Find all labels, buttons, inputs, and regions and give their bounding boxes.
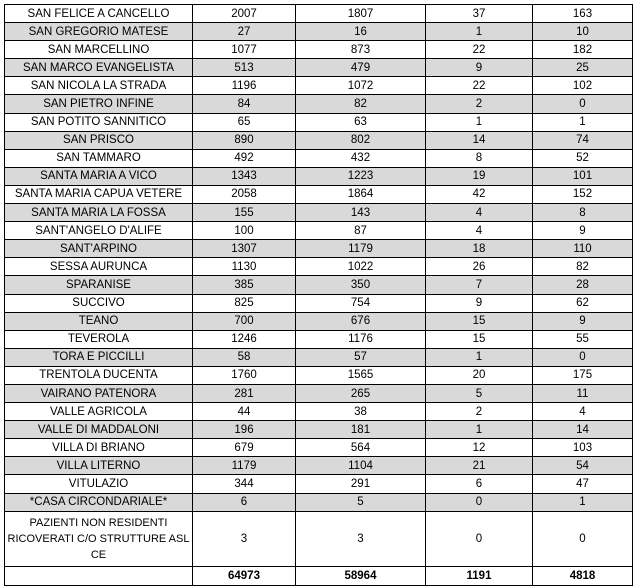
municipality-cell: SAN PRISCO: [5, 131, 193, 149]
value-cell-2: 87: [296, 222, 426, 240]
value-cell-4: 9: [533, 312, 633, 330]
value-cell-2: 754: [296, 294, 426, 312]
table-row: [5, 131, 633, 149]
table-row: [5, 276, 633, 294]
value-cell-4: 101: [533, 167, 633, 185]
table-body: [5, 5, 633, 586]
value-cell-1: 44: [193, 403, 296, 421]
value-cell-3: 1: [426, 113, 533, 131]
value-cell-1: 1307: [193, 240, 296, 258]
municipality-cell: SAN FELICE A CANCELLO: [5, 5, 193, 23]
value-cell-3: 1: [426, 421, 533, 439]
value-cell-3: 26: [426, 258, 533, 276]
value-cell-4: 11: [533, 384, 633, 402]
table-row: [5, 240, 633, 258]
value-cell-2: 564: [296, 439, 426, 457]
table-row: [5, 5, 633, 23]
municipality-cell: SANTA MARIA A VICO: [5, 167, 193, 185]
value-cell-3: 19: [426, 167, 533, 185]
value-cell-3: 2: [426, 403, 533, 421]
value-cell-4: 4: [533, 403, 633, 421]
value-cell-1: 513: [193, 59, 296, 77]
municipality-cell: SUCCIVO: [5, 294, 193, 312]
value-cell-3: 4: [426, 204, 533, 222]
table-row: [5, 403, 633, 421]
value-cell-4: 163: [533, 5, 633, 23]
municipality-cell: TEVEROLA: [5, 330, 193, 348]
value-cell-1: 281: [193, 384, 296, 402]
municipality-cell: VILLA DI BRIANO: [5, 439, 193, 457]
value-cell-3: 8: [426, 149, 533, 167]
value-cell-2: 1022: [296, 258, 426, 276]
value-cell-3: 9: [426, 294, 533, 312]
table-row: [5, 330, 633, 348]
value-cell-1: 58: [193, 348, 296, 366]
municipality-cell: SANTA MARIA LA FOSSA: [5, 204, 193, 222]
value-cell-1: 385: [193, 276, 296, 294]
value-cell-2: 82: [296, 95, 426, 113]
value-cell-2: 676: [296, 312, 426, 330]
value-cell-2: 350: [296, 276, 426, 294]
value-cell-3: 15: [426, 330, 533, 348]
value-cell-3: 12: [426, 439, 533, 457]
value-cell-1: 27: [193, 23, 296, 41]
municipality-cell: TRENTOLA DUCENTA: [5, 366, 193, 384]
value-cell-1: 890: [193, 131, 296, 149]
value-cell-4: 175: [533, 366, 633, 384]
value-cell-3: 18: [426, 240, 533, 258]
value-cell-2: 58964: [296, 566, 426, 585]
value-cell-2: 265: [296, 384, 426, 402]
value-cell-3: 0: [426, 511, 533, 566]
value-cell-4: 54: [533, 457, 633, 475]
value-cell-2: 479: [296, 59, 426, 77]
value-cell-1: 64973: [193, 566, 296, 585]
table-row: [5, 457, 633, 475]
table-row: [5, 312, 633, 330]
value-cell-1: 65: [193, 113, 296, 131]
value-cell-2: 16: [296, 23, 426, 41]
value-cell-3: 6: [426, 475, 533, 493]
value-cell-4: 0: [533, 348, 633, 366]
value-cell-1: 1343: [193, 167, 296, 185]
table-row: [5, 439, 633, 457]
value-cell-3: 42: [426, 185, 533, 203]
value-cell-3: 7: [426, 276, 533, 294]
value-cell-1: 196: [193, 421, 296, 439]
value-cell-4: 0: [533, 511, 633, 566]
table-row: [5, 204, 633, 222]
value-cell-1: 344: [193, 475, 296, 493]
municipality-cell: [5, 566, 193, 585]
value-cell-2: 1864: [296, 185, 426, 203]
table-row: [5, 95, 633, 113]
value-cell-2: 291: [296, 475, 426, 493]
value-cell-4: 55: [533, 330, 633, 348]
value-cell-4: 10: [533, 23, 633, 41]
municipality-data-table: [4, 4, 633, 586]
value-cell-2: 1176: [296, 330, 426, 348]
value-cell-2: 1179: [296, 240, 426, 258]
table-row: [5, 23, 633, 41]
value-cell-4: 62: [533, 294, 633, 312]
value-cell-2: 63: [296, 113, 426, 131]
value-cell-3: 2: [426, 95, 533, 113]
table-wrapper: [4, 4, 633, 586]
municipality-cell: SAN GREGORIO MATESE: [5, 23, 193, 41]
municipality-cell: SAN NICOLA LA STRADA: [5, 77, 193, 95]
value-cell-2: 5: [296, 493, 426, 511]
value-cell-4: 110: [533, 240, 633, 258]
table-row: [5, 294, 633, 312]
value-cell-1: 1760: [193, 366, 296, 384]
value-cell-1: 679: [193, 439, 296, 457]
table-row: [5, 185, 633, 203]
value-cell-3: 14: [426, 131, 533, 149]
table-row: [5, 59, 633, 77]
value-cell-4: 8: [533, 204, 633, 222]
value-cell-1: 3: [193, 511, 296, 566]
value-cell-4: 52: [533, 149, 633, 167]
value-cell-3: 22: [426, 77, 533, 95]
value-cell-1: 6: [193, 493, 296, 511]
value-cell-1: 1077: [193, 41, 296, 59]
value-cell-4: 25: [533, 59, 633, 77]
municipality-cell: SAN POTITO SANNITICO: [5, 113, 193, 131]
table-row: [5, 348, 633, 366]
municipality-cell: PAZIENTI NON RESIDENTI RICOVERATI C/O STRUTTURE ASL CE: [5, 511, 193, 566]
municipality-cell: SANT'ARPINO: [5, 240, 193, 258]
municipality-cell: SANTA MARIA CAPUA VETERE: [5, 185, 193, 203]
value-cell-2: 1072: [296, 77, 426, 95]
municipality-cell: SAN MARCELLINO: [5, 41, 193, 59]
value-cell-2: 432: [296, 149, 426, 167]
non-resident-patients-row: [5, 511, 633, 566]
table-row: [5, 149, 633, 167]
value-cell-4: 82: [533, 258, 633, 276]
value-cell-3: 20: [426, 366, 533, 384]
value-cell-2: 873: [296, 41, 426, 59]
municipality-cell: SPARANISE: [5, 276, 193, 294]
value-cell-3: 1: [426, 23, 533, 41]
municipality-cell: VILLA LITERNO: [5, 457, 193, 475]
value-cell-2: 143: [296, 204, 426, 222]
value-cell-4: 0: [533, 95, 633, 113]
value-cell-3: 1191: [426, 566, 533, 585]
municipality-cell: VALLE DI MADDALONI: [5, 421, 193, 439]
table-row: [5, 222, 633, 240]
value-cell-1: 1179: [193, 457, 296, 475]
value-cell-4: 102: [533, 77, 633, 95]
value-cell-2: 1565: [296, 366, 426, 384]
table-row: [5, 113, 633, 131]
value-cell-4: 182: [533, 41, 633, 59]
value-cell-2: 1223: [296, 167, 426, 185]
value-cell-1: 155: [193, 204, 296, 222]
value-cell-4: 47: [533, 475, 633, 493]
municipality-cell: SANT'ANGELO D'ALIFE: [5, 222, 193, 240]
value-cell-4: 14: [533, 421, 633, 439]
value-cell-3: 0: [426, 493, 533, 511]
value-cell-2: 1807: [296, 5, 426, 23]
value-cell-1: 100: [193, 222, 296, 240]
value-cell-1: 1196: [193, 77, 296, 95]
table-row: [5, 421, 633, 439]
municipality-cell: TEANO: [5, 312, 193, 330]
value-cell-4: 1: [533, 113, 633, 131]
table-row: [5, 258, 633, 276]
value-cell-1: 1130: [193, 258, 296, 276]
totals-row: [5, 566, 633, 585]
table-row: [5, 384, 633, 402]
municipality-cell: SAN MARCO EVANGELISTA: [5, 59, 193, 77]
value-cell-1: 84: [193, 95, 296, 113]
value-cell-1: 492: [193, 149, 296, 167]
value-cell-2: 3: [296, 511, 426, 566]
value-cell-3: 15: [426, 312, 533, 330]
value-cell-3: 37: [426, 5, 533, 23]
municipality-cell: VITULAZIO: [5, 475, 193, 493]
municipality-cell: TORA E PICCILLI: [5, 348, 193, 366]
value-cell-4: 152: [533, 185, 633, 203]
value-cell-4: 103: [533, 439, 633, 457]
value-cell-2: 38: [296, 403, 426, 421]
municipality-cell: VALLE AGRICOLA: [5, 403, 193, 421]
table-row: [5, 366, 633, 384]
value-cell-2: 57: [296, 348, 426, 366]
value-cell-2: 181: [296, 421, 426, 439]
municipality-cell: VAIRANO PATENORA: [5, 384, 193, 402]
value-cell-1: 2007: [193, 5, 296, 23]
municipality-cell: SAN PIETRO INFINE: [5, 95, 193, 113]
value-cell-4: 4818: [533, 566, 633, 585]
value-cell-1: 1246: [193, 330, 296, 348]
value-cell-1: 2058: [193, 185, 296, 203]
value-cell-4: 74: [533, 131, 633, 149]
value-cell-2: 1104: [296, 457, 426, 475]
value-cell-2: 802: [296, 131, 426, 149]
value-cell-3: 22: [426, 41, 533, 59]
value-cell-1: 700: [193, 312, 296, 330]
municipality-cell: SESSA AURUNCA: [5, 258, 193, 276]
value-cell-1: 825: [193, 294, 296, 312]
table-row: [5, 167, 633, 185]
municipality-cell: *CASA CIRCONDARIALE*: [5, 493, 193, 511]
value-cell-3: 4: [426, 222, 533, 240]
value-cell-3: 9: [426, 59, 533, 77]
value-cell-4: 28: [533, 276, 633, 294]
value-cell-3: 5: [426, 384, 533, 402]
value-cell-3: 21: [426, 457, 533, 475]
table-row: [5, 475, 633, 493]
table-row: [5, 77, 633, 95]
value-cell-4: 1: [533, 493, 633, 511]
municipality-cell: SAN TAMMARO: [5, 149, 193, 167]
table-row: [5, 493, 633, 511]
value-cell-4: 9: [533, 222, 633, 240]
value-cell-3: 1: [426, 348, 533, 366]
table-row: [5, 41, 633, 59]
